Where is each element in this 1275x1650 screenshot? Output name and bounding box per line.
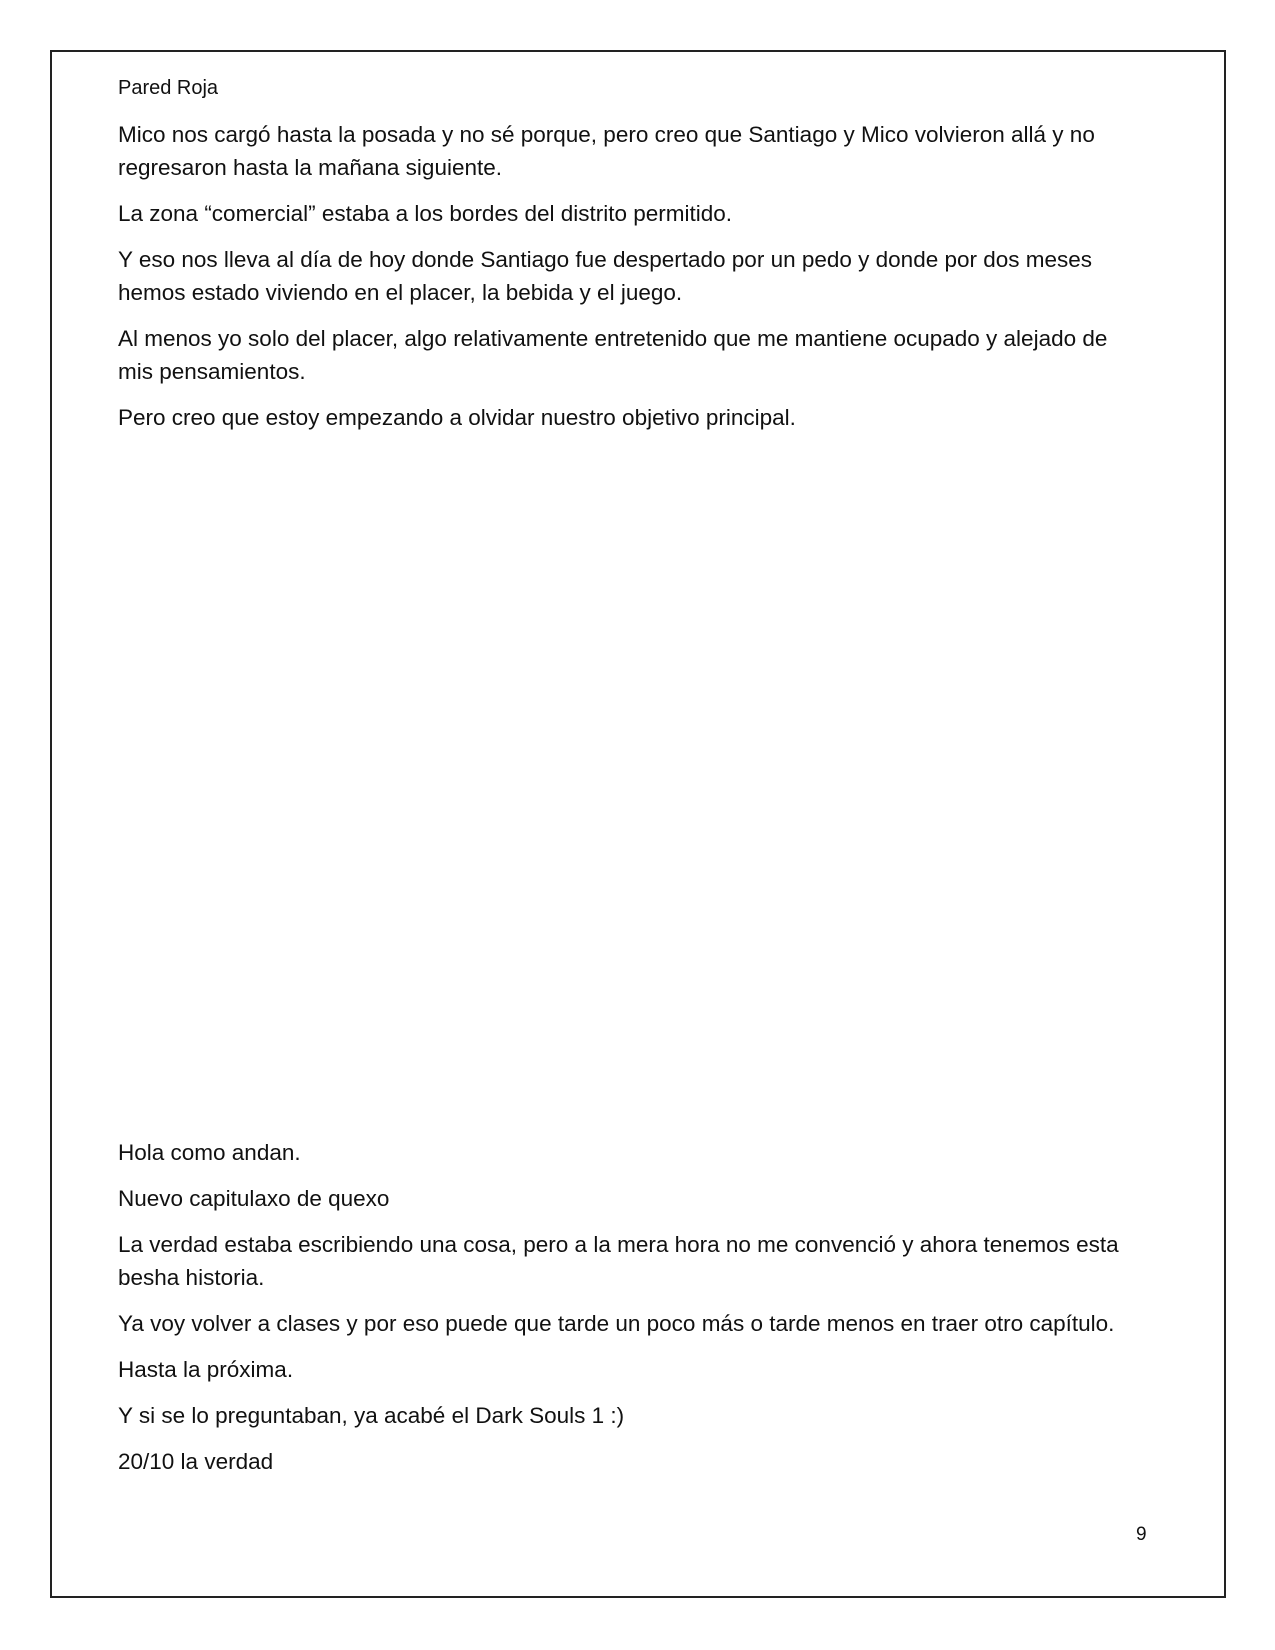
page-number: 9 xyxy=(1136,1524,1147,1545)
story-paragraph: Y eso nos lleva al día de hoy donde Santiago fue despertado por un pedo y donde por dos meses hemos estado viviendo en el placer, la bebida y el juego. xyxy=(118,247,1093,305)
story-paragraph: Pero creo que estoy empezando a olvidar nuestro objetivo principal. xyxy=(118,405,796,430)
document-header: Pared Roja xyxy=(118,77,219,99)
author-note: 20/10 la verdad xyxy=(118,1449,274,1474)
story-paragraph: Al menos yo solo del placer, algo relativamente entretenido que me mantiene ocupado y alejado de mis pensamientos. xyxy=(118,326,1108,384)
story-text-block xyxy=(118,118,1148,447)
author-note: Y si se lo preguntaban, ya acabé el Dark Souls 1 :) xyxy=(118,1403,625,1428)
author-note: Hasta la próxima. xyxy=(118,1357,294,1382)
author-note: Ya voy volver a clases y por eso puede que tarde un poco más o tarde menos en traer otro capítulo. xyxy=(118,1311,1115,1336)
author-note: Hola como andan. xyxy=(118,1140,301,1165)
author-note: La verdad estaba escribiendo una cosa, pero a la mera hora no me convenció y ahora tenemos esta besha historia. xyxy=(118,1232,1119,1290)
author-note: Nuevo capitulaxo de quexo xyxy=(118,1186,390,1211)
story-paragraph: La zona “comercial” estaba a los bordes del distrito permitido. xyxy=(118,201,733,226)
story-paragraph: Mico nos cargó hasta la posada y no sé porque, pero creo que Santiago y Mico volvieron allá y no regresaron hasta la mañana siguiente. xyxy=(118,122,1095,180)
author-notes-block xyxy=(118,1136,1148,1491)
